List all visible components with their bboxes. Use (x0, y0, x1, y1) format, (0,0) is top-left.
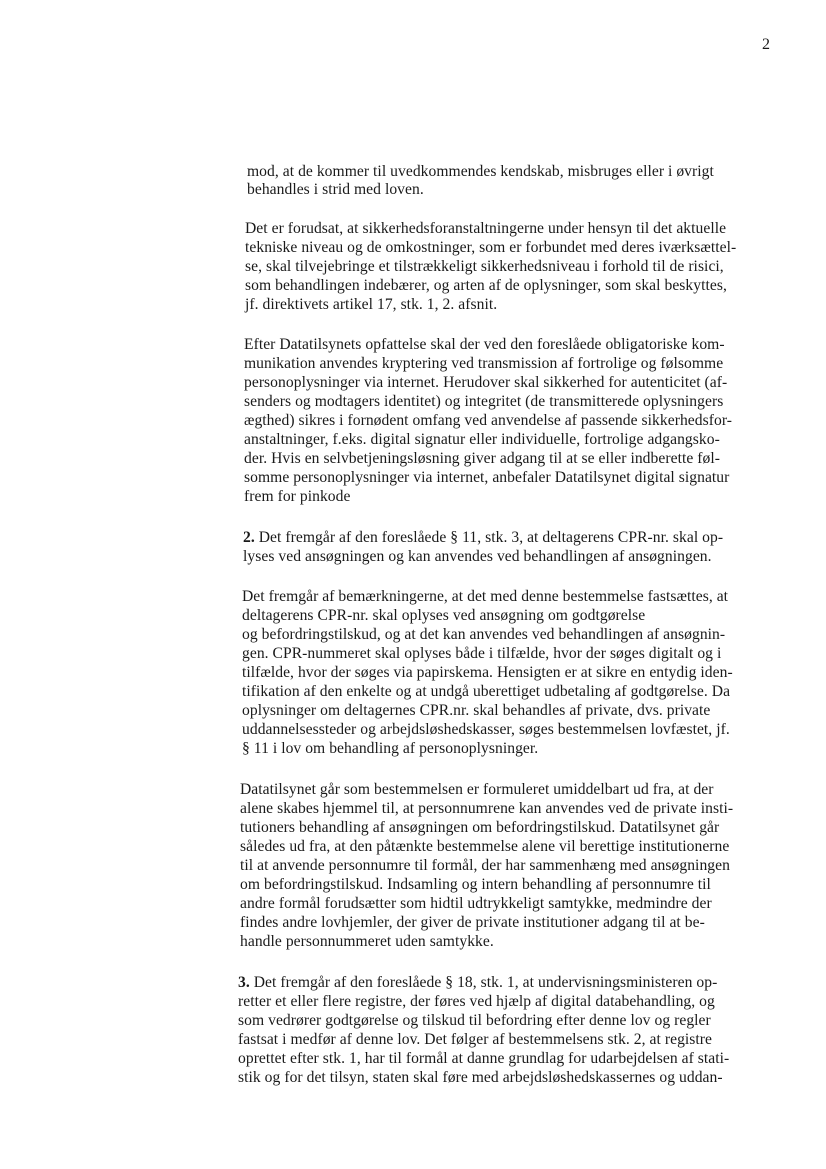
paragraph-6-line-5: til at anvende personnumre til formål, der har sammenhæng med ansøgningen (240, 857, 730, 874)
paragraph-3-line-3: personoplysninger via internet. Herudover skal sikkerhed for autenticitet (af- (244, 374, 728, 391)
paragraph-5-line-6: tifikation af den enkelte og at undgå uberettiget udbetaling af godtgørelse. Da (242, 683, 731, 700)
paragraph-3-line-6: anstaltninger, f.eks. digital signatur eller individuelle, fortrolige adgangsko- (244, 431, 720, 448)
paragraph-3-line-8: somme personoplysninger via internet, anbefaler Datatilsynet digital signatur (244, 469, 730, 486)
section-2-number: 2. (243, 529, 255, 546)
paragraph-5-line-3: og befordringstilskud, og at det kan anvendes ved behandlingen af ansøgnin- (242, 626, 726, 643)
section-3-line-1 (238, 973, 717, 993)
paragraph-3-line-2: munikation anvendes kryptering ved transmission af fortrolige og følsomme (244, 355, 724, 372)
paragraph-6-line-7: andre formål forudsætter som hidtil udtrykkeligt samtykke, medmindre der (240, 895, 712, 912)
paragraph-6-line-3: tutioners behandling af ansøgningen om befordringstilskud. Datatilsynet går (240, 819, 720, 836)
paragraph-2-line-1: Det er forudsat, at sikkerhedsforanstaltningerne under hensyn til det aktuelle (245, 220, 727, 237)
paragraph-5-line-9: § 11 i lov om behandling af personoplysninger. (242, 740, 539, 757)
paragraph-5-line-2: deltagerens CPR-nr. skal oplyses ved ansøgning om godtgørelse (242, 607, 646, 624)
paragraph-2-line-2: tekniske niveau og de omkostninger, som er forbundet med deres iværksættel- (245, 239, 737, 256)
section-3-line-1-text: Det fremgår af den foreslåede § 18, stk. 1, at undervisningsministeren op- (249, 974, 718, 991)
paragraph-3-line-5: ægthed) sikres i fornødent omfang ved anvendelse af passende sikkerhedsfor- (244, 412, 732, 429)
paragraph-3-line-9: frem for pinkode (244, 488, 351, 505)
paragraph-6-line-4: således ud fra, at den påtænkte bestemmelse alene vil berettige institutionerne (240, 838, 730, 855)
paragraph-5-line-5: tilfælde, hvor der søges via papirskema. Hensigten er at sikre en entydig iden- (242, 664, 733, 681)
paragraph-3-line-4: senders og modtagers identitet) og integritet (de transmitterede oplysningers (244, 393, 724, 410)
section-2-line-2: lyses ved ansøgningen og kan anvendes ved behandlingen af ansøgningen. (243, 548, 712, 565)
section-3-line-3: som vedrører godtgørelse og tilskud til befordring efter denne lov og regler (238, 1012, 711, 1029)
section-2-line-1-text: Det fremgår af den foreslåede § 11, stk. 3, at deltagerens CPR-nr. skal op- (254, 529, 724, 546)
section-3-line-5: oprettet efter stk. 1, har til formål at danne grundlag for udarbejdelsen af stati- (238, 1050, 730, 1067)
paragraph-5-line-1: Det fremgår af bemærkningerne, at det med denne bestemmelse fastsættes, at (242, 588, 729, 605)
paragraph-1-line-1: mod, at de kommer til uvedkommendes kendskab, misbruges eller i øvrigt (247, 163, 714, 180)
paragraph-3-line-1: Efter Datatilsynets opfattelse skal der ved den foreslåede obligatoriske kom- (244, 336, 725, 353)
section-3-number: 3. (238, 974, 250, 991)
paragraph-1-line-2: behandles i strid med loven. (247, 181, 424, 198)
section-3-line-4: fastsat i medfør af denne lov. Det følger af bestemmelsens stk. 2, at registre (238, 1031, 713, 1048)
paragraph-6-line-8: findes andre lovhjemler, der giver de private institutioner adgang til at be- (240, 914, 705, 931)
paragraph-2-line-3: se, skal tilvejebringe et tilstrækkeligt sikkerhedsniveau i forhold til de risici, (245, 258, 724, 275)
section-3-line-6: stik og for det tilsyn, staten skal føre med arbejdsløshedskassernes og uddan- (238, 1069, 723, 1086)
paragraph-6-line-6: om befordringstilskud. Indsamling og intern behandling af personnumre til (240, 876, 711, 893)
paragraph-2-line-5: jf. direktivets artikel 17, stk. 1, 2. afsnit. (245, 296, 498, 313)
paragraph-6-line-1: Datatilsynet går som bestemmelsen er formuleret umiddelbart ud fra, at der (240, 781, 714, 798)
paragraph-6-line-2: alene skabes hjemmel til, at personnumrene kan anvendes ved de private insti- (240, 800, 734, 817)
paragraph-2-line-4: som behandlingen indebærer, og arten af de oplysninger, som skal beskyttes, (245, 277, 727, 294)
paragraph-3-line-7: der. Hvis en selvbetjeningsløsning giver adgang til at se eller indberette føl- (244, 450, 720, 467)
page-number: 2 (762, 36, 770, 53)
section-3-line-2: retter et eller flere registre, der føres ved hjælp af digital databehandling, og (238, 993, 715, 1010)
paragraph-5-line-7: oplysninger om deltagernes CPR.nr. skal behandles af private, dvs. private (242, 702, 711, 719)
paragraph-5-line-8: uddannelsessteder og arbejdsløshedskasser, søges bestemmelsen lovfæstet, jf. (242, 721, 730, 738)
paragraph-6-line-9: handle personnummeret uden samtykke. (240, 933, 494, 950)
paragraph-5-line-4: gen. CPR-nummeret skal oplyses både i tilfælde, hvor der søges digitalt og i (242, 645, 722, 662)
section-2-line-1 (243, 528, 723, 548)
